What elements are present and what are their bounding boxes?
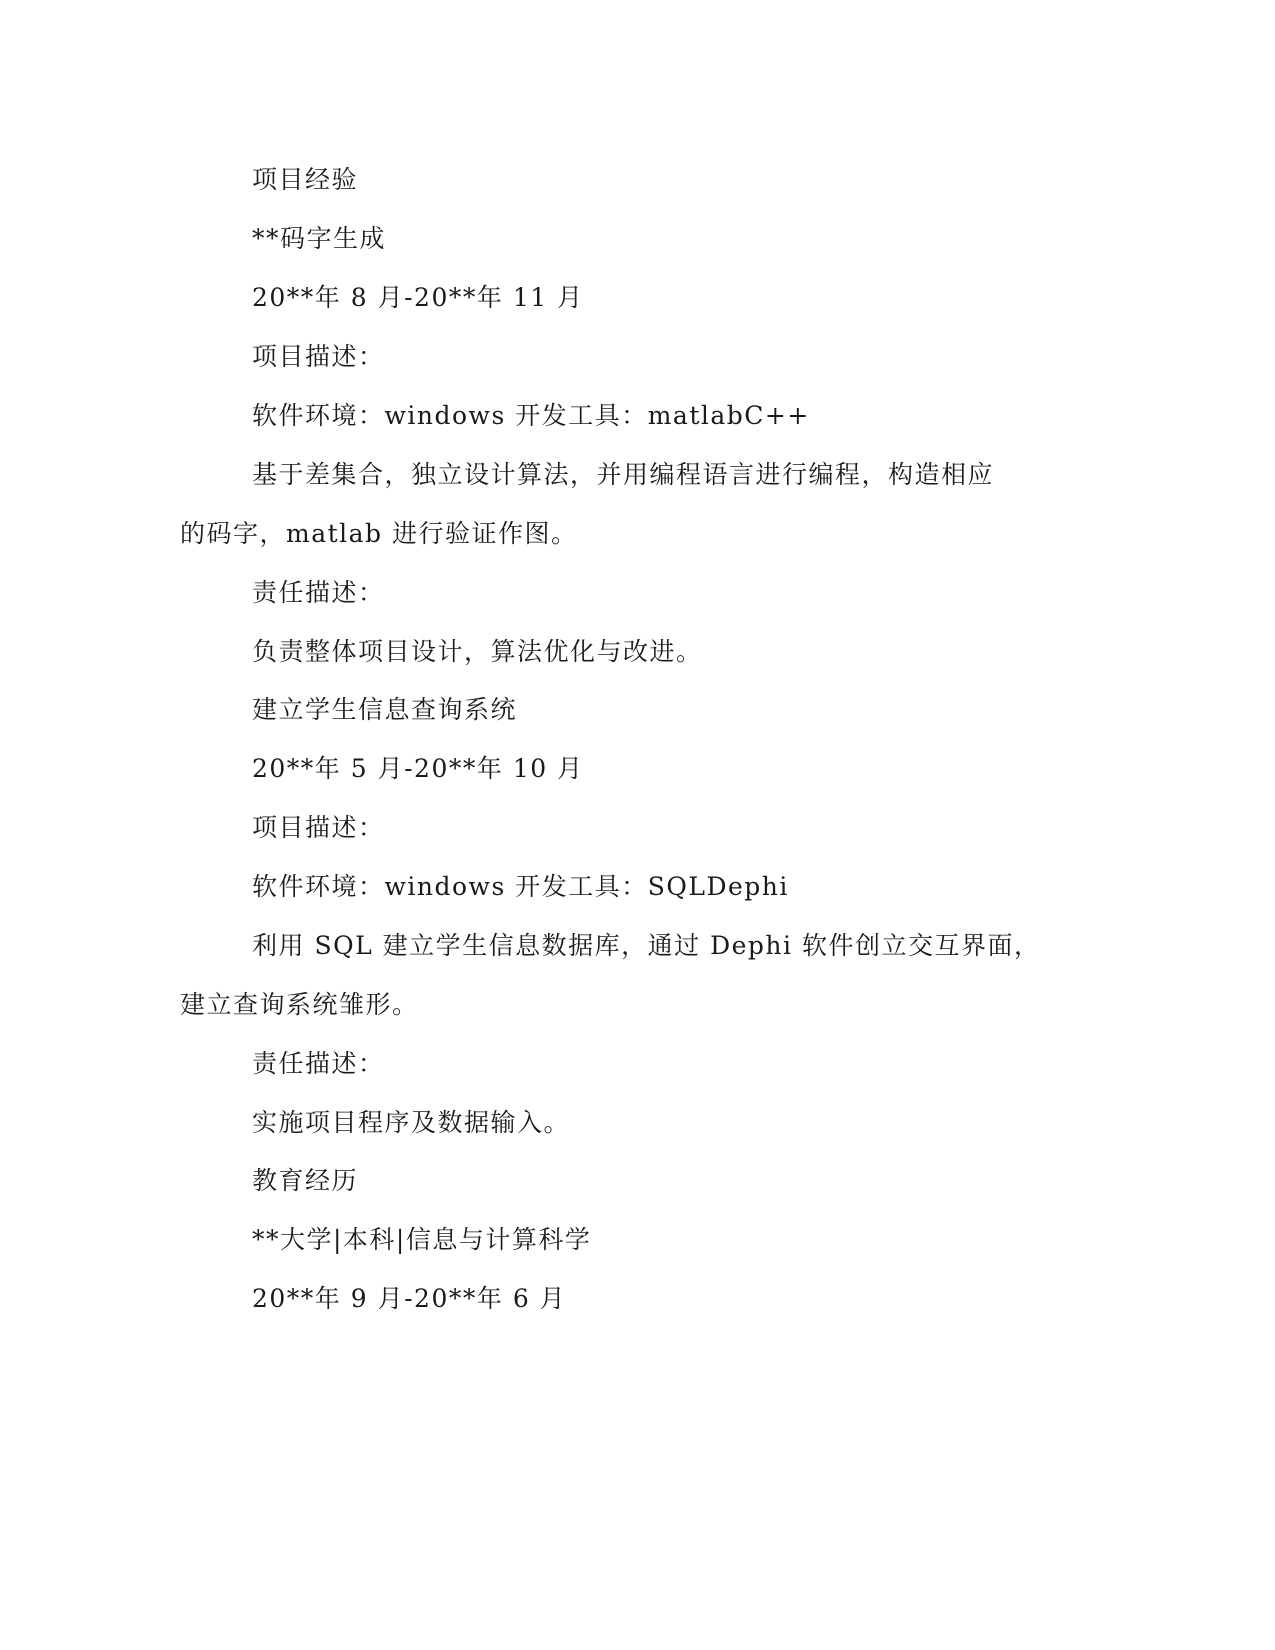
software-environment-student-system: 软件环境：windows 开发工具：SQLDephi (252, 872, 789, 901)
project-description-label: 项目描述： (252, 813, 385, 842)
software-environment-codeword: 软件环境：windows 开发工具：matlabC++ (252, 401, 810, 430)
project-title-student-system: 建立学生信息查询系统 (252, 695, 518, 724)
section-heading-project-experience: 项目经验 (252, 165, 359, 194)
project-date-codeword: 20**年 8 月-20**年 11 月 (252, 283, 584, 312)
responsibility-label: 责任描述： (252, 1049, 385, 1078)
project-title-codeword: **码字生成 (252, 224, 387, 253)
project-description-text-cont: 的码字，matlab 进行验证作图。 (180, 519, 578, 548)
responsibility-text: 负责整体项目设计，算法优化与改进。 (252, 637, 703, 666)
project-description-text: 基于差集合，独立设计算法，并用编程语言进行编程，构造相应 (252, 460, 995, 489)
responsibility-text: 实施项目程序及数据输入。 (252, 1108, 571, 1137)
education-school-major: **大学|本科|信息与计算科学 (252, 1225, 592, 1254)
section-heading-education: 教育经历 (252, 1166, 359, 1195)
project-date-student-system: 20**年 5 月-20**年 10 月 (252, 754, 584, 783)
responsibility-label: 责任描述： (252, 578, 385, 607)
education-date: 20**年 9 月-20**年 6 月 (252, 1284, 567, 1313)
project-description-text: 利用 SQL 建立学生信息数据库，通过 Dephi 软件创立交互界面， (252, 931, 1041, 960)
project-description-label: 项目描述： (252, 342, 385, 371)
project-description-text-cont: 建立查询系统雏形。 (180, 990, 419, 1019)
